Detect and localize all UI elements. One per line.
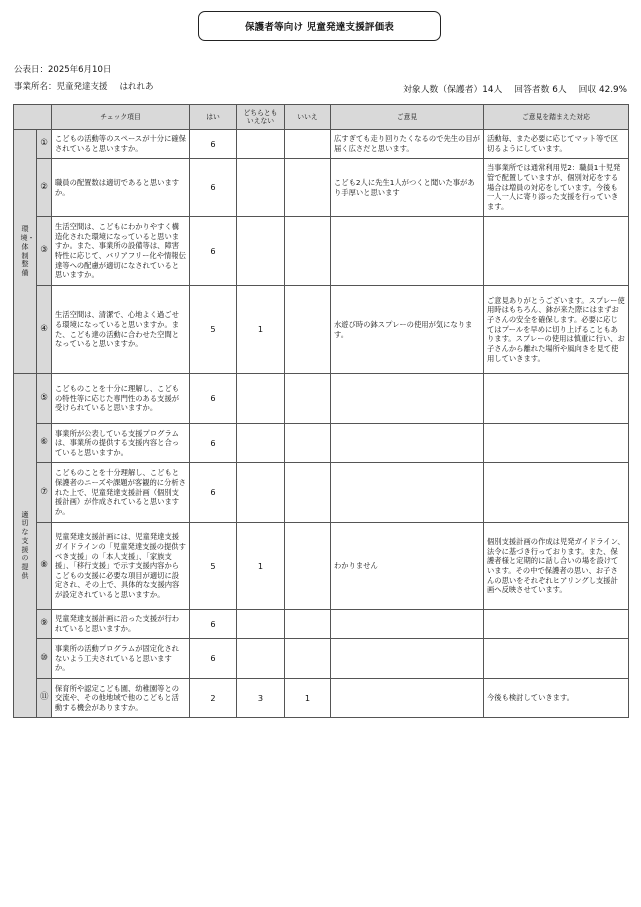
survey-stats: [403, 82, 627, 95]
table-row: [14, 639, 629, 679]
table-row: [14, 424, 629, 463]
answer-yes: 5: [190, 286, 237, 374]
office-name-line: [14, 80, 154, 92]
table-row: [14, 610, 629, 639]
header-response: ご意見を踏まえた対応: [484, 105, 629, 130]
answer-yes: 6: [190, 639, 237, 679]
answer-yes: 6: [190, 424, 237, 463]
answer-neither: [237, 463, 285, 523]
opinion-text: 水遊び時の鉢スプレーの使用が気になります。: [331, 286, 484, 374]
row-number: ⑦: [37, 463, 52, 523]
check-item: 生活空間は、こどもにわかりやすく構造化された環境になっていると思いますか。また、事業所の設備等は、障害特性に応じて、バリアフリー化や情報伝達等への配慮が適切になされていると思いますか。: [52, 217, 190, 286]
row-number: ④: [37, 286, 52, 374]
opinion-text: [331, 217, 484, 286]
response-text: 活動毎、また必要に応じてマット等で区切るようにしています。: [484, 130, 629, 159]
check-item: 児童発達支援計画に沿った支援が行われていると思いますか。: [52, 610, 190, 639]
answer-no: [285, 159, 331, 217]
answer-no: [285, 286, 331, 374]
answer-no: [285, 424, 331, 463]
check-item: 児童発達支援計画には、児童発達支援ガイドラインの「児童発達支援の提供すべき支援」の「本人支援」、「家族支援」、「移行支援」で示す支援内容からこどもの支援に必要な項目が適切に設定され、その上で、具体的な支援内容が設定されていると思いますか。: [52, 523, 190, 610]
answer-no: [285, 639, 331, 679]
table-row: [14, 217, 629, 286]
header-no: いいえ: [285, 105, 331, 130]
table-row: [14, 130, 629, 159]
answer-no: [285, 523, 331, 610]
table-row: [14, 159, 629, 217]
row-number: ⑥: [37, 424, 52, 463]
row-number: ⑩: [37, 639, 52, 679]
response-text: [484, 424, 629, 463]
table-row: [14, 679, 629, 718]
opinion-text: [331, 610, 484, 639]
opinion-text: [331, 424, 484, 463]
opinion-text: [331, 463, 484, 523]
published-date: 公表日：2025年6月10日: [14, 65, 112, 75]
check-item: 事業所の活動プログラムが固定化されないよう工夫されていると思いますか。: [52, 639, 190, 679]
response-text: 今後も検討していきます。: [484, 679, 629, 718]
answer-yes: 5: [190, 523, 237, 610]
row-number: ⑨: [37, 610, 52, 639]
answer-no: [285, 610, 331, 639]
answer-neither: [237, 424, 285, 463]
table-header-row: [14, 105, 629, 130]
opinion-text: こども2人に先生1人がつくと聞いた事があり手厚いと思います: [331, 159, 484, 217]
row-number: ⑪: [37, 679, 52, 718]
table-row: [14, 286, 629, 374]
target-count: 対象人数（保護者）14人: [403, 85, 503, 95]
category-environment: 環境・体制整備: [14, 130, 37, 374]
answer-neither: [237, 217, 285, 286]
row-number: ③: [37, 217, 52, 286]
office-label: 事業所名：児童発達支援: [14, 82, 108, 92]
response-text: [484, 374, 629, 424]
page-title: 保護者等向け 児童発達支援評価表: [198, 11, 441, 41]
response-text: 個別支援計画の作成は児発ガイドライン、法令に基づき行っております。また、保護者様と定期的に話し合いの場を設けています。その中で保護者の思い、お子さんの思いをそれぞれヒアリングし支援計画へ反映させています。: [484, 523, 629, 610]
response-text: ご意見ありがとうございます。スプレー使用時はもちろん、鉢が来た際にはまずお子さんの安全を確保します。必要に応じてはプールを早めに切り上げることもあります。スプレーの使用は慎重に行い、お子さんから離れた場所や風向きを見て使用していきます。: [484, 286, 629, 374]
respondent-count: 回答者数 6人: [514, 85, 567, 95]
evaluation-table: [13, 104, 629, 718]
answer-no: [285, 217, 331, 286]
header-item: チェック項目: [52, 105, 190, 130]
answer-neither: [237, 159, 285, 217]
check-item: 生活空間は、清潔で、心地よく過ごせる環境になっていると思いますか。また、こども達の活動に合わせた空間となっていると思いますか。: [52, 286, 190, 374]
check-item: こどもの活動等のスペースが十分に確保されていると思いますか。: [52, 130, 190, 159]
check-item: こどものことを十分に理解し、こどもの特性等に応じた専門性のある支援が受けられていると思いますか。: [52, 374, 190, 424]
answer-neither: [237, 639, 285, 679]
opinion-text: [331, 374, 484, 424]
opinion-text: [331, 639, 484, 679]
row-number: ⑤: [37, 374, 52, 424]
answer-neither: 1: [237, 523, 285, 610]
check-item: 事業所が公表している支援プログラムは、事業所の提供する支援内容と合っていると思いますか。: [52, 424, 190, 463]
table-row: [14, 374, 629, 424]
response-text: [484, 463, 629, 523]
response-text: [484, 217, 629, 286]
response-text: 当事業所では通常利用児2：職員1十児発管で配置していますが、個別対応をする場合は増員の対応をしています。今後も一人一人に寄り添った支援を行っていきます。: [484, 159, 629, 217]
answer-no: [285, 130, 331, 159]
response-text: [484, 610, 629, 639]
answer-yes: 6: [190, 374, 237, 424]
answer-yes: 6: [190, 217, 237, 286]
answer-yes: 6: [190, 610, 237, 639]
answer-yes: 2: [190, 679, 237, 718]
answer-neither: [237, 374, 285, 424]
opinion-text: [331, 679, 484, 718]
header-opinion: ご意見: [331, 105, 484, 130]
answer-neither: 3: [237, 679, 285, 718]
check-item: 職員の配置数は適切であると思いますか。: [52, 159, 190, 217]
office-name: はれれあ: [119, 82, 154, 92]
table-row: [14, 523, 629, 610]
opinion-text: わかりません: [331, 523, 484, 610]
answer-no: 1: [285, 679, 331, 718]
check-item: こどものことを十分理解し、こどもと保護者のニーズや課題が客観的に分析された上で、児童発達支援計画（個別支援計画）が作成されていると思いますか。: [52, 463, 190, 523]
row-number: ①: [37, 130, 52, 159]
answer-yes: 6: [190, 463, 237, 523]
row-number: ②: [37, 159, 52, 217]
row-number: ⑧: [37, 523, 52, 610]
answer-no: [285, 463, 331, 523]
answer-neither: 1: [237, 286, 285, 374]
answer-neither: [237, 130, 285, 159]
collection-rate: 回収 42.9%: [578, 85, 627, 95]
table-row: [14, 463, 629, 523]
check-item: 保育所や認定こども園、幼稚園等との交流や、その他地域で他のこどもと活動する機会がありますか。: [52, 679, 190, 718]
answer-yes: 6: [190, 130, 237, 159]
header-yes: はい: [190, 105, 237, 130]
header-neither: どちらとも いえない: [237, 105, 285, 130]
category-support: 適切な支援の提供: [14, 374, 37, 718]
header-corner: [14, 105, 52, 130]
answer-yes: 6: [190, 159, 237, 217]
response-text: [484, 639, 629, 679]
opinion-text: 広すぎても走り回りたくなるので先生の目が届く広さだと思います。: [331, 130, 484, 159]
answer-no: [285, 374, 331, 424]
answer-neither: [237, 610, 285, 639]
